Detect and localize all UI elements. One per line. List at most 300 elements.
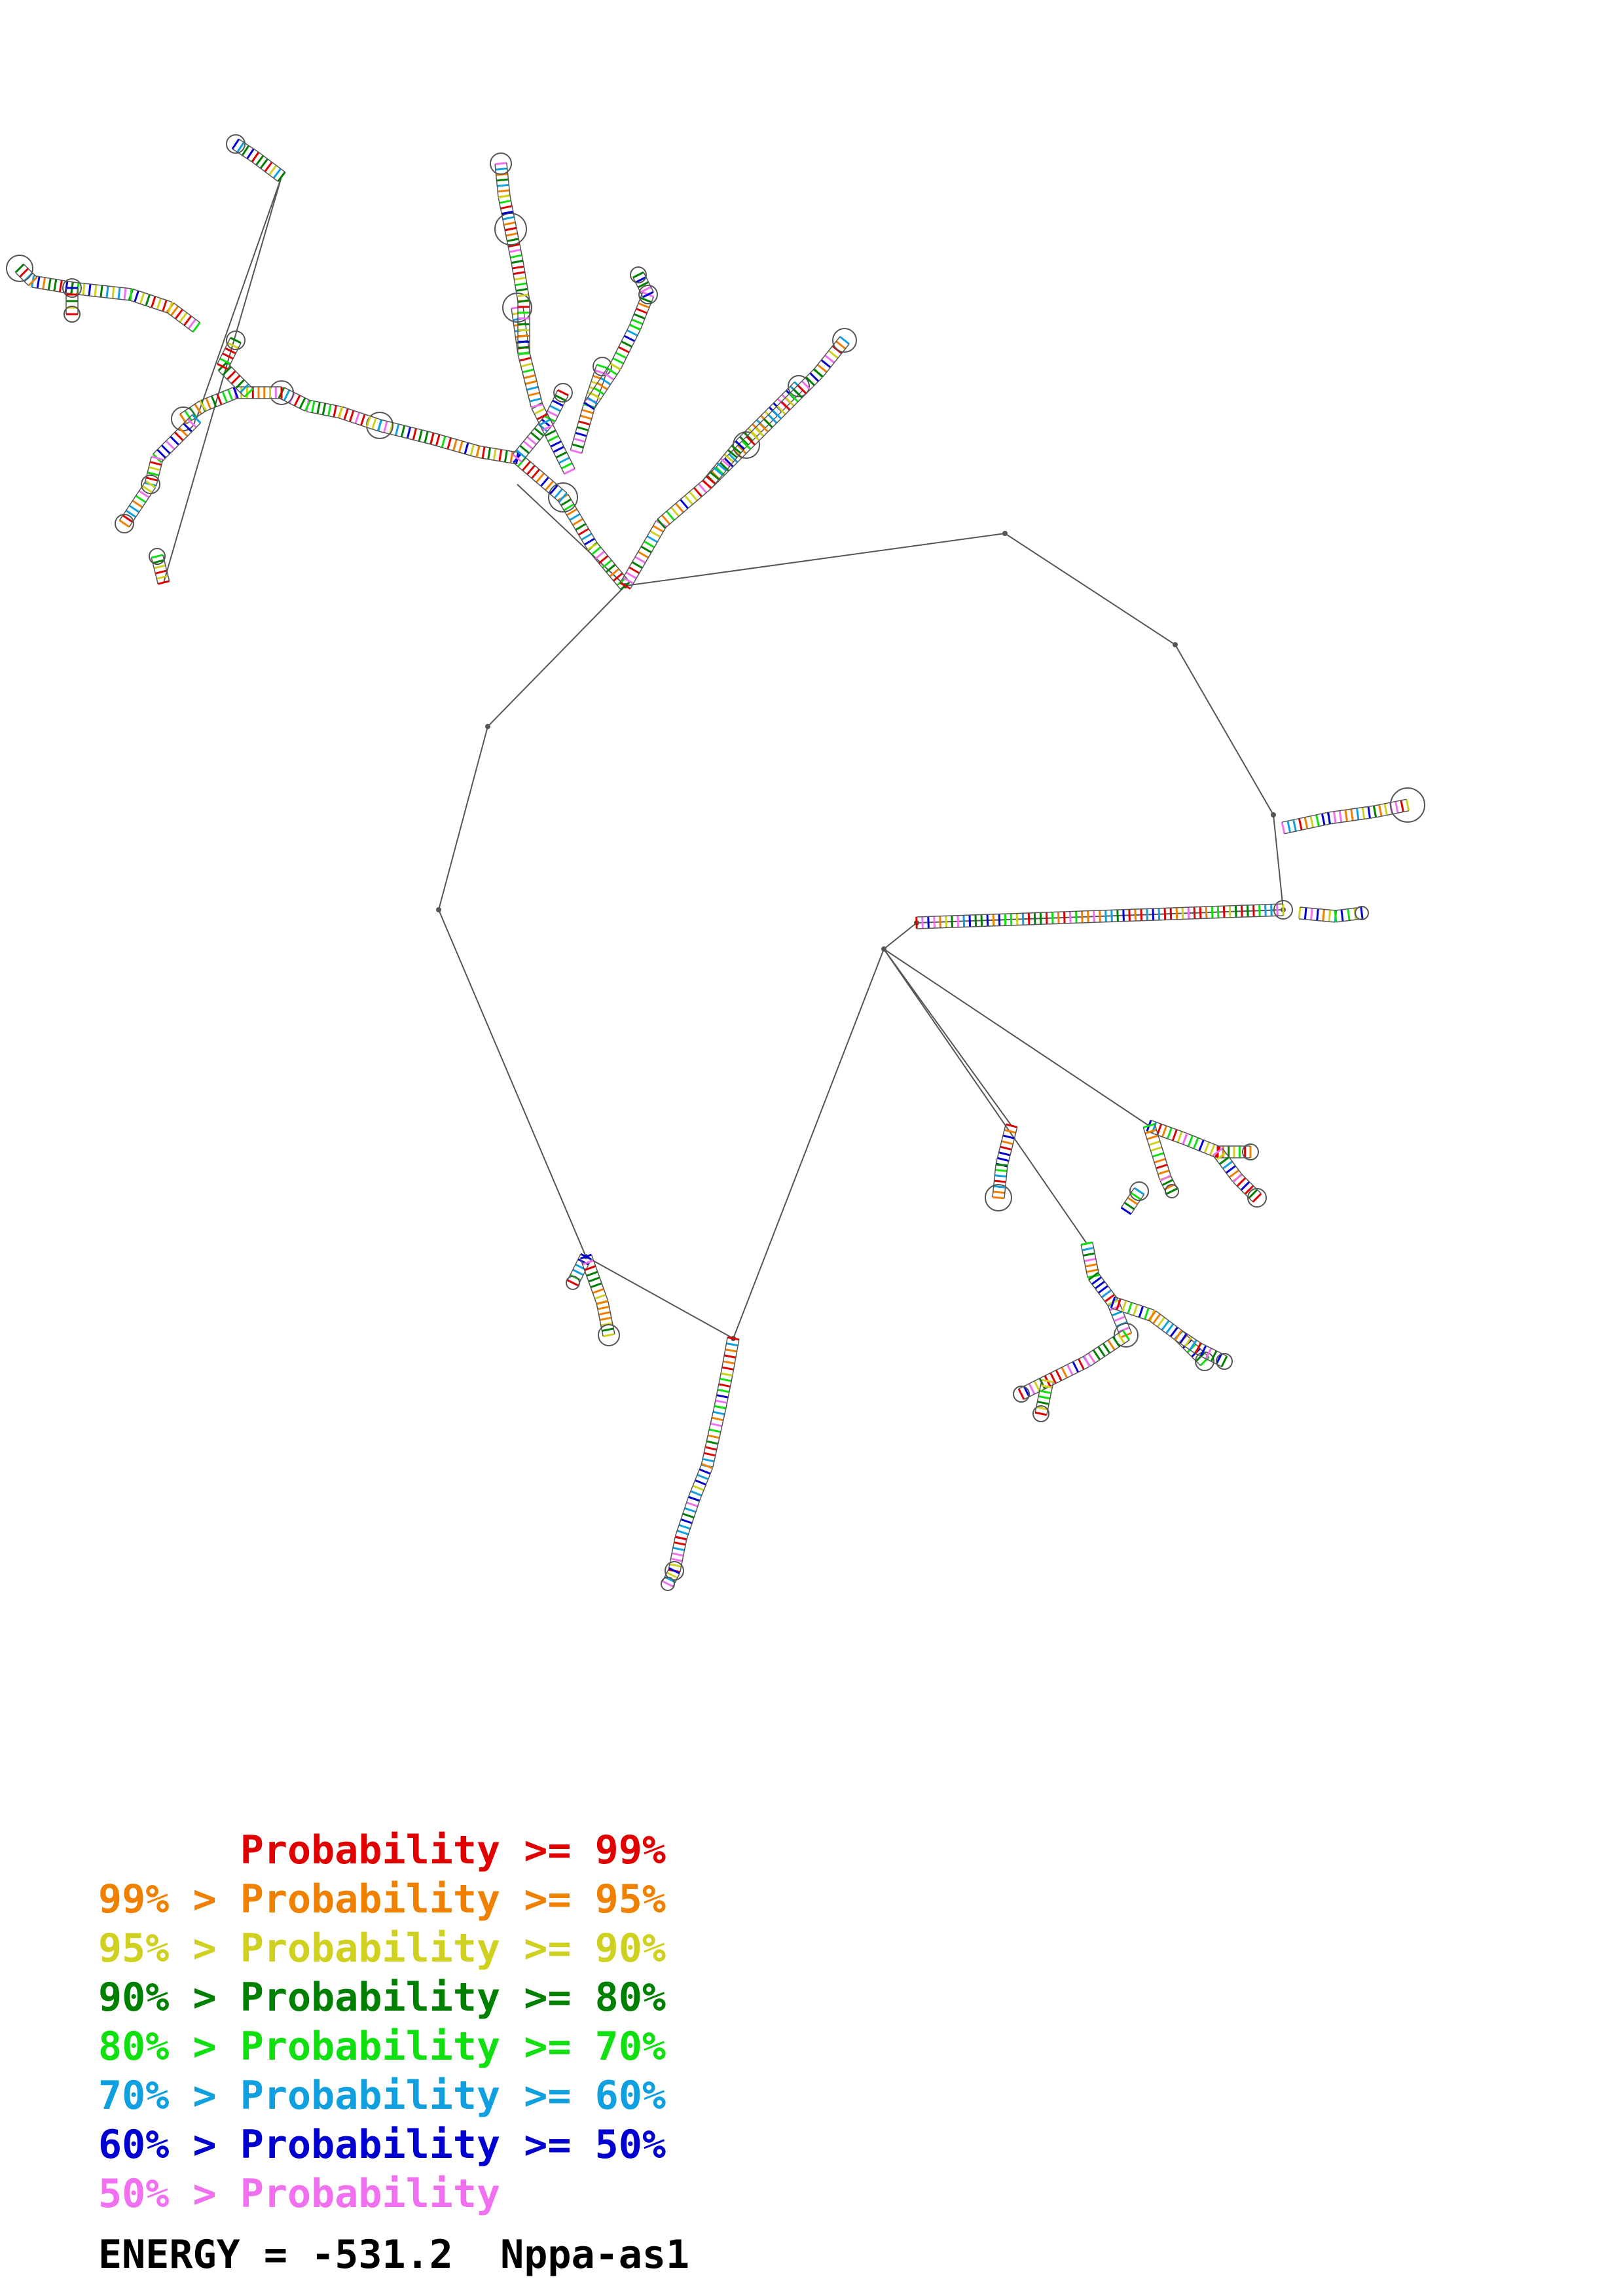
base-pair xyxy=(1188,1136,1193,1147)
base-pair xyxy=(1064,912,1065,924)
strand xyxy=(1183,1144,1216,1157)
helix-stem xyxy=(511,261,530,302)
base-pair xyxy=(946,916,947,927)
base-pair xyxy=(151,457,162,459)
strand xyxy=(381,420,433,433)
base-pair xyxy=(1283,904,1284,916)
base-pair xyxy=(981,914,982,926)
base-pair xyxy=(562,463,572,469)
base-pair xyxy=(1145,1308,1149,1319)
strand xyxy=(433,433,479,446)
base-pair xyxy=(575,433,587,436)
base-pair xyxy=(550,406,560,411)
base-pair xyxy=(570,514,579,520)
base-pair xyxy=(555,489,562,498)
base-pair xyxy=(1108,1340,1115,1350)
base-pair xyxy=(1042,1380,1053,1382)
base-pair xyxy=(756,428,764,437)
base-pair xyxy=(507,239,519,242)
base-pair xyxy=(1113,1337,1120,1347)
base-pair xyxy=(994,1181,1006,1182)
base-pair xyxy=(1271,905,1272,916)
base-pair xyxy=(171,306,178,315)
strand xyxy=(1115,1297,1154,1310)
strand xyxy=(699,1468,712,1501)
base-pair xyxy=(592,547,601,555)
base-pair xyxy=(514,278,526,279)
base-pair xyxy=(553,447,564,452)
base-pair xyxy=(723,1361,735,1363)
base-pair xyxy=(107,286,108,298)
base-pair xyxy=(672,1553,684,1556)
base-pair xyxy=(629,567,640,573)
base-pair xyxy=(531,433,540,440)
base-pair xyxy=(1103,1344,1110,1354)
base-pair xyxy=(680,499,688,509)
base-pair xyxy=(1052,912,1053,924)
strand xyxy=(513,415,545,454)
base-pair xyxy=(1379,805,1382,817)
strand xyxy=(259,152,285,172)
base-pair xyxy=(1374,806,1376,817)
helix-stem xyxy=(1122,1188,1144,1214)
base-pair xyxy=(993,914,994,926)
base-pair xyxy=(1088,911,1089,923)
base-pair xyxy=(1135,1188,1144,1194)
base-pair xyxy=(1128,1302,1132,1314)
base-pair xyxy=(952,916,953,927)
base-pair xyxy=(704,1453,716,1456)
base-pair xyxy=(1183,1134,1188,1145)
base-pair xyxy=(513,272,525,274)
base-pair xyxy=(591,1283,602,1287)
base-pair xyxy=(519,358,530,361)
base-pair xyxy=(184,316,191,325)
base-pair xyxy=(713,1412,725,1414)
base-pair xyxy=(709,1429,721,1432)
helix-stem xyxy=(1081,1242,1099,1278)
base-pair xyxy=(189,319,196,329)
base-pair xyxy=(140,293,144,304)
base-pair xyxy=(139,491,149,497)
base-pair xyxy=(1282,822,1285,834)
strand xyxy=(129,300,168,314)
legend-row xyxy=(98,2170,666,2219)
base-pair xyxy=(1153,908,1154,920)
strand xyxy=(338,418,378,431)
strand xyxy=(687,1501,700,1540)
legend-range-prefix: 60% > xyxy=(98,2122,240,2168)
helix-stem xyxy=(279,387,310,411)
base-pair xyxy=(1084,1259,1096,1261)
base-pair xyxy=(1351,809,1353,821)
base-pair xyxy=(1040,1391,1051,1393)
base-pair xyxy=(133,501,143,507)
base-pair xyxy=(1029,1384,1034,1394)
base-pair xyxy=(702,1459,714,1462)
base-pair xyxy=(600,1318,611,1320)
base-pair xyxy=(1152,1153,1163,1157)
base-pair xyxy=(143,486,153,493)
base-pair xyxy=(532,469,539,478)
base-pair xyxy=(175,310,183,319)
base-pair xyxy=(521,364,532,367)
strand xyxy=(431,444,477,457)
base-pair xyxy=(814,369,823,376)
base-pair xyxy=(1082,1248,1094,1251)
base-pair xyxy=(465,442,468,454)
base-pair xyxy=(515,283,527,285)
helix-stem xyxy=(689,1464,713,1501)
base-pair xyxy=(130,506,139,512)
base-pair xyxy=(671,1559,683,1562)
base-pair xyxy=(708,1435,720,1438)
base-pair xyxy=(252,152,259,162)
base-pair xyxy=(1092,1277,1101,1284)
legend-row xyxy=(98,1973,666,2022)
strand xyxy=(378,431,431,444)
legend-range-prefix: 90% > xyxy=(98,1975,240,2020)
helix-stem xyxy=(378,420,433,444)
strand xyxy=(591,1255,608,1300)
helix-stem xyxy=(996,1124,1017,1166)
base-pair xyxy=(559,457,570,463)
base-pair xyxy=(1058,912,1059,924)
helix-stem xyxy=(1299,907,1336,922)
backbone-path xyxy=(439,533,1283,1338)
base-pair xyxy=(699,1469,710,1474)
base-pair xyxy=(663,1581,673,1587)
base-pair xyxy=(228,389,232,401)
strand xyxy=(167,312,193,332)
strand xyxy=(173,303,200,323)
base-pair xyxy=(1151,1147,1162,1151)
strand xyxy=(588,550,621,590)
base-pair xyxy=(670,1564,682,1567)
base-pair xyxy=(556,452,566,457)
base-pair xyxy=(650,531,661,537)
base-pair xyxy=(1188,907,1189,919)
legend-range-prefix: 70% > xyxy=(98,2073,240,2119)
helix-stem xyxy=(1335,907,1362,922)
base-pair xyxy=(673,1548,685,1551)
base-pair xyxy=(581,533,591,539)
base-pair xyxy=(1322,814,1324,825)
base-pair xyxy=(168,302,172,313)
base-pair xyxy=(993,1197,1004,1198)
base-pair xyxy=(130,289,132,300)
base-pair xyxy=(759,423,768,432)
base-pair xyxy=(361,414,365,425)
base-pair xyxy=(1396,802,1398,814)
base-pair xyxy=(247,149,254,159)
base-pair xyxy=(1357,808,1359,820)
base-pair xyxy=(37,277,39,289)
base-pair xyxy=(786,397,794,406)
nucleotide-dot xyxy=(1173,643,1177,647)
base-pair xyxy=(1002,1141,1013,1144)
legend-range-label: Probability >= 80% xyxy=(240,1975,666,2020)
base-pair xyxy=(1226,1166,1235,1173)
base-pair xyxy=(1062,1367,1067,1378)
helix-stem xyxy=(518,352,542,407)
base-pair xyxy=(635,557,646,563)
base-pair xyxy=(1006,1124,1017,1127)
base-pair xyxy=(419,430,422,441)
base-pair xyxy=(594,1295,606,1299)
base-pair xyxy=(1401,800,1404,812)
strand xyxy=(582,407,595,453)
base-pair xyxy=(431,433,433,444)
base-pair xyxy=(769,415,777,423)
base-pair xyxy=(589,1278,600,1282)
base-pair xyxy=(613,358,623,363)
base-pair xyxy=(1166,1324,1173,1333)
strand xyxy=(630,293,643,325)
base-pair xyxy=(934,916,935,928)
base-pair xyxy=(242,146,249,156)
helix-stem xyxy=(668,1537,687,1572)
base-pair xyxy=(217,394,222,405)
base-pair xyxy=(497,185,509,186)
base-pair xyxy=(585,539,594,545)
base-pair xyxy=(1147,908,1148,920)
helix-stem xyxy=(993,1164,1008,1198)
helix-stem xyxy=(814,336,849,376)
base-pair xyxy=(534,408,545,414)
base-pair xyxy=(1099,1286,1108,1293)
base-pair xyxy=(1019,1389,1024,1399)
base-pair xyxy=(685,1508,696,1512)
base-pair xyxy=(1087,1270,1099,1272)
base-pair xyxy=(699,484,706,493)
base-pair xyxy=(524,441,533,449)
base-pair xyxy=(123,516,133,522)
base-pair xyxy=(1158,1318,1165,1327)
helix-stem xyxy=(167,303,200,332)
base-pair xyxy=(1230,1170,1239,1177)
base-pair xyxy=(1076,911,1077,923)
base-pair xyxy=(158,581,169,584)
helix-stem xyxy=(570,404,594,454)
base-pair xyxy=(245,389,253,397)
base-pair xyxy=(574,439,585,442)
base-pair xyxy=(1317,909,1319,921)
base-pair xyxy=(632,562,643,568)
legend-row xyxy=(98,1826,666,1875)
base-pair xyxy=(579,422,590,425)
base-pair xyxy=(520,446,529,454)
base-pair xyxy=(495,163,507,164)
base-pair xyxy=(527,465,535,475)
base-pair xyxy=(717,1395,729,1398)
base-pair xyxy=(676,503,684,512)
base-pair xyxy=(725,1350,737,1352)
base-pair xyxy=(596,1301,608,1304)
energy-label: ENERGY = xyxy=(98,2232,312,2278)
base-pair xyxy=(624,336,634,341)
base-pair xyxy=(633,272,644,278)
base-pair xyxy=(151,296,155,308)
base-pair xyxy=(593,1289,604,1293)
legend-range-prefix: 80% > xyxy=(98,2024,240,2070)
base-pair xyxy=(564,469,575,474)
base-pair xyxy=(448,438,451,449)
base-pair xyxy=(636,309,647,314)
base-pair xyxy=(318,403,320,414)
base-pair xyxy=(773,410,781,419)
base-pair xyxy=(1305,908,1306,920)
base-pair xyxy=(170,437,179,445)
base-pair xyxy=(1233,1174,1242,1183)
base-pair xyxy=(83,283,84,295)
helix-stem xyxy=(588,543,630,590)
base-pair xyxy=(179,428,188,437)
sequence-name: Nppa-as1 xyxy=(500,2232,690,2278)
base-pair xyxy=(1099,1347,1105,1357)
base-pair xyxy=(1178,1132,1182,1143)
base-pair xyxy=(498,196,510,197)
base-pair xyxy=(693,1486,704,1490)
base-pair xyxy=(454,439,457,450)
base-pair xyxy=(575,524,585,529)
base-pair xyxy=(1005,914,1006,925)
base-pair xyxy=(1122,1208,1131,1214)
base-pair xyxy=(223,391,227,403)
base-pair xyxy=(1368,806,1370,818)
base-pair xyxy=(1034,1381,1040,1391)
base-pair xyxy=(395,424,398,435)
backbone-connector xyxy=(164,177,282,583)
energy-value: -531.2 xyxy=(311,2232,453,2278)
base-pair xyxy=(782,402,790,410)
base-pair xyxy=(997,1158,1008,1160)
base-pair xyxy=(1156,1165,1167,1168)
base-pair xyxy=(706,1441,718,1444)
strand xyxy=(675,1497,688,1536)
base-pair xyxy=(503,217,515,220)
base-pair xyxy=(1139,1306,1143,1318)
base-pair xyxy=(511,260,523,263)
base-pair xyxy=(825,355,834,363)
base-pair xyxy=(1194,1138,1198,1149)
base-pair xyxy=(1089,1354,1095,1363)
base-pair xyxy=(232,376,240,384)
base-pair xyxy=(1067,1365,1072,1375)
base-pair xyxy=(1147,1136,1158,1139)
strand xyxy=(1098,1273,1118,1299)
base-pair xyxy=(570,450,581,454)
base-pair xyxy=(594,388,604,395)
legend-range-prefix: 99% > xyxy=(98,1876,240,1922)
base-pair xyxy=(511,452,513,463)
base-pair xyxy=(60,280,62,292)
base-pair xyxy=(135,291,139,302)
base-pair xyxy=(621,342,632,347)
base-pair xyxy=(675,1537,687,1539)
base-pair xyxy=(1081,1242,1093,1245)
base-pair xyxy=(1241,1182,1250,1191)
helix-stem xyxy=(721,1337,739,1375)
base-pair xyxy=(687,1503,698,1507)
base-pair xyxy=(436,435,439,446)
base-pair xyxy=(551,441,561,446)
base-pair xyxy=(1305,817,1307,829)
base-pair xyxy=(764,419,773,427)
base-pair xyxy=(413,429,416,440)
base-pair xyxy=(323,403,325,415)
base-pair xyxy=(634,314,645,319)
base-pair xyxy=(685,495,693,505)
base-pair xyxy=(558,390,568,395)
strand xyxy=(1187,1134,1220,1147)
base-pair xyxy=(596,365,608,368)
base-pair xyxy=(573,1270,583,1275)
base-pair xyxy=(1034,913,1035,925)
base-pair xyxy=(1167,1128,1171,1139)
base-pair xyxy=(206,398,211,409)
strand xyxy=(701,1406,714,1465)
base-pair xyxy=(1311,908,1313,920)
base-pair xyxy=(1171,1327,1178,1336)
base-pair xyxy=(1095,1282,1104,1289)
base-pair xyxy=(329,404,331,416)
helix-stem xyxy=(657,480,711,528)
helix-stem xyxy=(675,1497,699,1540)
base-pair xyxy=(156,576,168,579)
strand xyxy=(133,289,172,302)
base-pair xyxy=(1129,909,1130,921)
base-pair xyxy=(384,421,387,432)
base-pair xyxy=(722,1367,734,1369)
nucleotide-dot xyxy=(882,947,886,951)
base-pair xyxy=(547,411,558,416)
base-pair xyxy=(89,284,90,296)
base-pair xyxy=(568,1280,578,1285)
base-pair xyxy=(706,476,716,484)
base-pair xyxy=(126,511,136,517)
base-pair xyxy=(497,179,509,181)
base-pair xyxy=(619,347,629,352)
base-pair xyxy=(1038,1396,1050,1399)
base-pair xyxy=(530,399,541,401)
base-pair xyxy=(995,1170,1007,1171)
base-pair xyxy=(48,278,50,290)
base-pair xyxy=(679,1525,690,1529)
base-pair xyxy=(928,916,929,928)
base-pair xyxy=(1180,1334,1187,1344)
base-pair xyxy=(644,541,655,547)
strand xyxy=(1156,1311,1182,1331)
base-pair xyxy=(724,1355,736,1357)
base-pair xyxy=(20,268,28,277)
base-pair xyxy=(987,914,988,926)
base-pair xyxy=(599,556,608,564)
strand xyxy=(205,398,238,411)
base-pair xyxy=(829,351,838,358)
base-pair xyxy=(697,1475,708,1479)
base-pair xyxy=(265,162,272,171)
base-pair xyxy=(1167,1189,1177,1194)
base-pair xyxy=(1153,1314,1160,1323)
base-pair xyxy=(227,371,236,380)
base-pair xyxy=(541,477,549,486)
base-pair xyxy=(373,418,376,429)
base-pair xyxy=(334,406,337,418)
base-pair xyxy=(1175,1331,1182,1340)
base-pair xyxy=(702,480,712,488)
base-pair xyxy=(681,1519,692,1523)
